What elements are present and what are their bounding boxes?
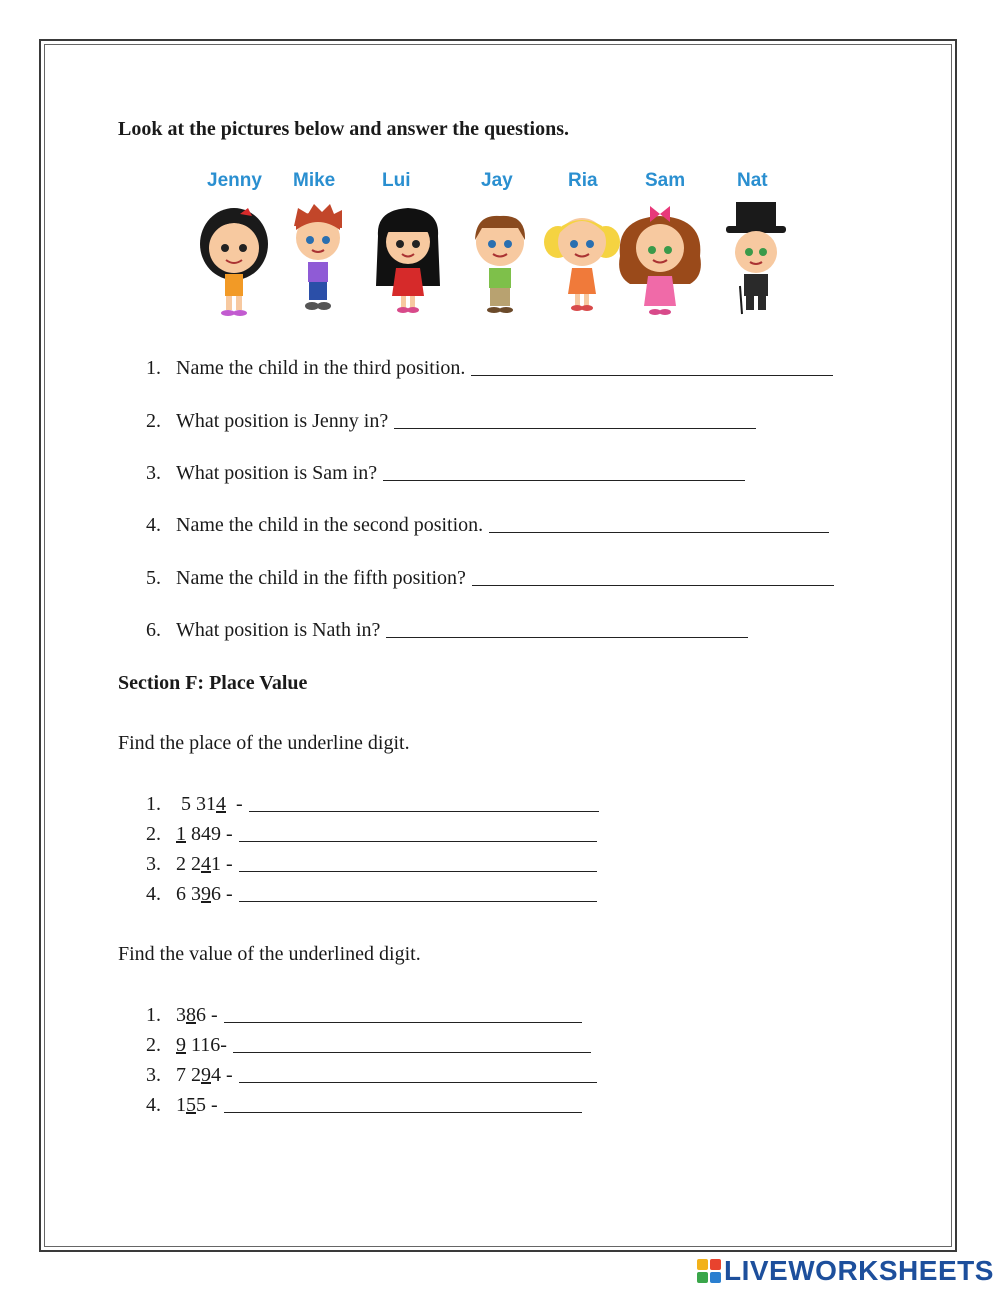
answer-line[interactable] <box>489 514 829 533</box>
underlined-digit: 9 <box>201 1064 211 1086</box>
child-name-jay: Jay <box>481 170 513 191</box>
place-instruction: Find the place of the underline digit. <box>118 732 410 754</box>
child-name-ria: Ria <box>568 170 598 191</box>
position-question-5: 5. Name the child in the fifth position? <box>146 567 834 590</box>
child-name-mike: Mike <box>293 170 336 191</box>
position-question-6: 6. What position is Nath in? <box>146 619 748 642</box>
child-ria-figure <box>544 218 620 311</box>
answer-line[interactable] <box>394 410 756 429</box>
place-item-3: 3. 2 241 - <box>146 853 597 876</box>
underlined-digit: 9 <box>176 1034 186 1056</box>
answer-line[interactable] <box>224 1094 582 1113</box>
logo-blocks-icon <box>697 1259 721 1283</box>
value-item-1: 1. 386 - <box>146 1004 582 1027</box>
liveworksheets-logo[interactable] <box>697 1256 994 1286</box>
child-name-jenny: Jenny <box>207 170 262 191</box>
value-item-3: 3. 7 294 - <box>146 1064 597 1087</box>
child-name-lui: Lui <box>382 170 411 191</box>
child-sam-figure <box>619 206 701 315</box>
answer-line[interactable] <box>224 1004 582 1023</box>
answer-line[interactable] <box>471 357 833 376</box>
instruction-heading: Look at the pictures below and answer the questions. <box>118 118 569 140</box>
answer-line[interactable] <box>249 793 599 812</box>
answer-line[interactable] <box>383 462 745 481</box>
underlined-digit: 4 <box>216 793 226 815</box>
value-instruction: Find the value of the underlined digit. <box>118 943 421 965</box>
section-title: Section F: Place Value <box>118 672 308 694</box>
child-lui-figure <box>376 208 440 313</box>
answer-line[interactable] <box>239 1064 597 1083</box>
child-name-sam: Sam <box>645 170 686 191</box>
position-question-2: 2. What position is Jenny in? <box>146 410 756 433</box>
position-question-4: 4. Name the child in the second position. <box>146 514 829 537</box>
answer-line[interactable] <box>233 1034 591 1053</box>
children-names <box>0 170 1000 194</box>
underlined-digit: 9 <box>201 883 211 905</box>
children-illustration <box>190 196 810 326</box>
child-nat-figure <box>726 202 786 314</box>
answer-line[interactable] <box>239 823 597 842</box>
logo-text: LIVEWORKSHEETS <box>724 1255 994 1286</box>
underlined-digit: 1 <box>176 823 186 845</box>
place-item-1: 1. 5 314 - <box>146 793 599 816</box>
child-mike-figure <box>294 204 342 310</box>
underlined-digit: 5 <box>186 1094 196 1116</box>
underlined-digit: 8 <box>186 1004 196 1026</box>
underlined-digit: 4 <box>201 853 211 875</box>
position-question-1: 1. Name the child in the third position. <box>146 357 833 380</box>
child-jay-figure <box>475 216 525 313</box>
place-item-4: 4. 6 396 - <box>146 883 597 906</box>
value-item-4: 4. 155 - <box>146 1094 582 1117</box>
place-item-2: 2. 1 849 - <box>146 823 597 846</box>
answer-line[interactable] <box>386 619 748 638</box>
answer-line[interactable] <box>239 883 597 902</box>
position-question-3: 3. What position is Sam in? <box>146 462 745 485</box>
child-jenny-figure <box>200 208 268 316</box>
value-item-2: 2. 9 116- <box>146 1034 591 1057</box>
answer-line[interactable] <box>472 567 834 586</box>
child-name-nat: Nat <box>737 170 768 191</box>
answer-line[interactable] <box>239 853 597 872</box>
